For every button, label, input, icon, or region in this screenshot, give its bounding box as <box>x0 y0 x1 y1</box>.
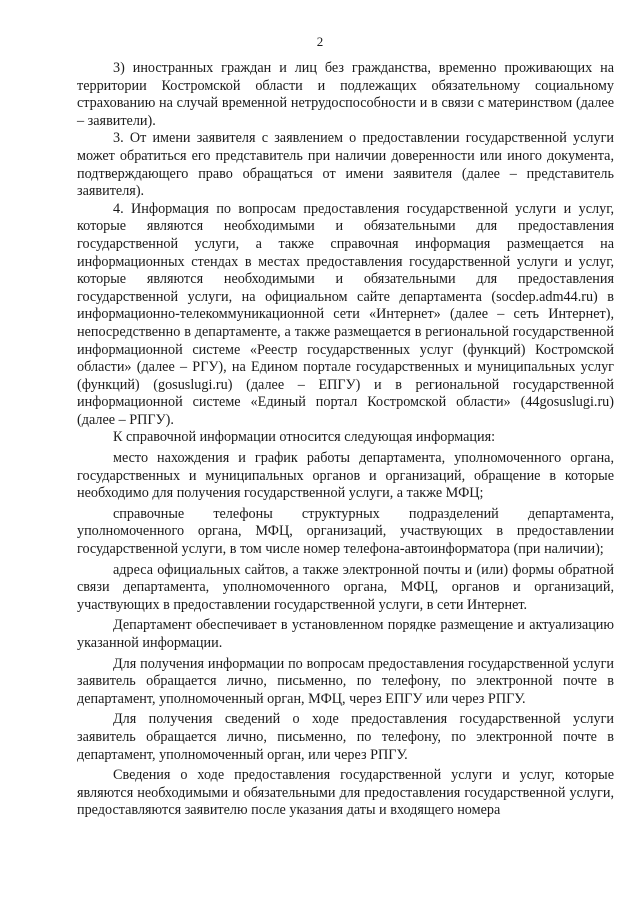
paragraph-status-request: Для получения сведений о ходе предоставления государственной услуги заявитель обращается лично, письменно, по телефону, по электронной почте в департамент, уполномоченный орган, или через РПГУ. <box>77 711 614 763</box>
paragraph-location-schedule: место нахождения и график работы департамента, уполномоченного органа, государственных и муниципальных органов и организаций, обращение в которые необходимо для получения государственной услуги, а также МФЦ; <box>77 450 614 502</box>
document-body <box>77 60 614 820</box>
paragraph-reference-intro: К справочной информации относится следующая информация: <box>113 429 496 446</box>
paragraph-department-duty: Департамент обеспечивает в установленном порядке размещение и актуализацию указанной информации. <box>77 617 614 651</box>
paragraph-clause-3: 3. От имени заявителя с заявлением о предоставлении государственной услуги может обратиться его представитель при наличии доверенности или иного документа, подтверждающего право обращаться от имени заявителя (далее – представитель заявителя). <box>77 130 614 200</box>
paragraph-websites: адреса официальных сайтов, а также электронной почты и (или) формы обратной связи департамента, уполномоченного органа, МФЦ, органов и организаций, участвующих в предоставлении государственной услуги, в сети Интернет. <box>77 561 614 613</box>
paragraph-clause-4: 4. Информация по вопросам предоставления государственной услуги и услуг, которые являются необходимыми и обязательными для предоставления государственной услуги, а также справочная информация размещается на информационных стендах в местах предоставления государственной услуги и услуг, которые являются необходимыми и обязательными для предоставления государственной услуги, на официальном сайте департамента (socdep.adm44.ru) в информационно-телекоммуникационной сети «Интернет» (далее – сеть Интернет), непосредственно в департаменте, а также размещается в региональной государственной информационной системе «Реестр государственных услуг (функций) Костромской области» (далее – РГУ), на Едином портале государственных и муниципальных услуг (функций) (gosuslugi.ru) (далее – ЕПГУ) и в региональной государственной информационной системе «Единый портал Костромской области» (44gosuslugi.ru) (далее – РПГУ). <box>77 200 614 428</box>
paragraph-info-request: Для получения информации по вопросам предоставления государственной услуги заявитель обращается лично, письменно, по телефону, по электронной почте в департамент, уполномоченный орган, МФЦ, через ЕПГУ или через РПГУ. <box>77 655 614 707</box>
page-number: 2 <box>316 34 324 49</box>
paragraph-phones: справочные телефоны структурных подразделений департамента, уполномоченного органа, МФЦ, организаций, участвующих в предоставлении государственной услуги, в том числе номер телефона-автоинформатора (при наличии); <box>77 505 614 558</box>
paragraph-status-info: Сведения о ходе предоставления государственной услуги и услуг, которые являются необходимыми и обязательными для предоставления государственной услуги, предоставляются заявителю после указания даты и входящего номера <box>77 767 614 819</box>
paragraph-item-3: 3) иностранных граждан и лиц без гражданства, временно проживающих на территории Костромской области и подлежащих обязательному социальному страхованию на случай временной нетрудоспособности и в связи с материнством (далее – заявители). <box>77 60 614 129</box>
